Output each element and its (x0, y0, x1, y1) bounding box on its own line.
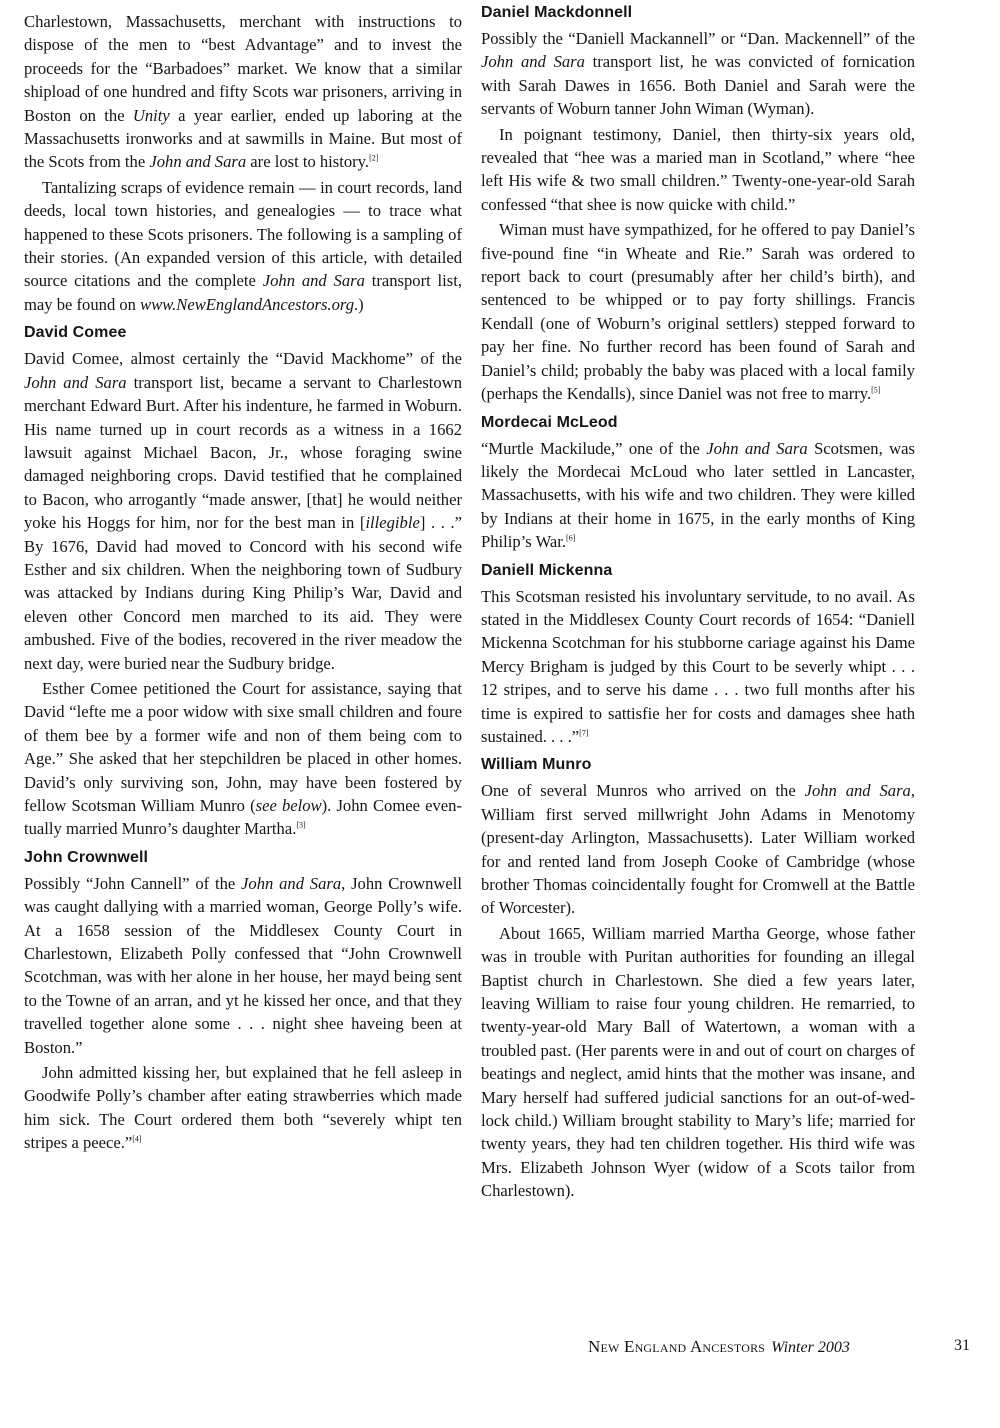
text-run: Charlestown, Massachusetts, merchant with instructions to dispose of the men to “best Advantage” and to invest the proceeds for the “Barbadoes” market. We know that a similar shipload of one hundred and fifty Scots war prisoners, arriving in Boston on the (24, 12, 462, 125)
ship-name: John and Sara (706, 438, 808, 458)
cross-reference: see below (255, 796, 322, 815)
page-footer (588, 1337, 978, 1357)
text-run: transport list, may be found on (24, 271, 462, 314)
ship-name: John and Sara (241, 873, 342, 893)
mcleod-paragraph-1 (481, 437, 915, 554)
ship-name: John and Sara (24, 372, 127, 392)
section-heading-william-munro: William Munro (481, 756, 592, 774)
text-run: Tantalizing scraps of evidence remain — in court records, land deeds, local town histories, and genealogies — to trace what happened to these Scots prisoners. The following is a sampling of their stories. (An expanded version of this article, with detailed source citations and the complete (24, 177, 462, 291)
endnote-marker: [2] (369, 153, 379, 163)
text-run: Possibly “John Cannell” of the (24, 873, 242, 893)
munro-paragraph-1 (481, 779, 915, 919)
mackdonnell-paragraph-1 (481, 27, 915, 121)
ship-name: John and Sara (149, 152, 247, 172)
text-run: One of several Munros who arrived on the (481, 781, 805, 801)
crownwell-paragraph-1 (24, 872, 462, 1059)
issue-date: Winter 2003 (771, 1339, 850, 1356)
intro-paragraph-1 (24, 10, 462, 174)
munro-paragraph-2: About 1665, William married Martha George, whose father was in trouble with Puritan authorities for founding an illegal Baptist church in Charlestown. She died a few years later, leaving William to raise four young children. He remarried, to twenty-year-old Mary Ball of Watertown, a woman with a troubled past. (Her parents were in and out of court on charges of beatings and neglect, amid hints that the mother was insane, and Mary herself had suffered judicial sanctions for an out-of-wedlock child.) William brought stability to Mary’s life; married for twenty years, they had ten children together. His third wife was Mrs. Elizabeth Johnson Wyer (widow of a Scots tailor from Charlestown). (481, 923, 915, 1201)
endnote-marker: [5] (871, 385, 881, 395)
ship-name: Unity (132, 105, 170, 125)
endnote-marker: [7] (579, 728, 589, 738)
section-heading-daniell-mickenna: Daniell Mickenna (481, 561, 613, 579)
text-run: are lost to history. (246, 152, 370, 172)
text-run: Possibly the “Daniell Mackannell” or “Dan. Mackennell” of the (481, 29, 915, 48)
section-heading-mordecai-mcleod: Mordecai McLeod (481, 413, 618, 431)
left-column (24, 10, 462, 1157)
text-run: , John Crownwell was caught dallying with a married woman, George Polly’s wife. At a 1658 session of the Middlesex County Court in Charlestown, Elizabeth Polly confessed that “John Crownwell Scotchman, was with her alone in her house, her mayd being sent to the Towne of an arran, and yt he kissed her once, and that they travelled together alone some . . . night shee haveing been at Boston.” (24, 873, 462, 1057)
text-run: John admitted kissing her, but explained that he fell asleep in Goodwife Polly’s chamber after eating strawberries which made him sick. The Court ordered them both “severely whipt ten stripes a peece.” (24, 1063, 462, 1153)
magazine-title: New England Ancestors (588, 1337, 766, 1356)
text-run: Scotsmen, was likely the Mordecai McLoud who later settled in Lancaster, Massachusetts, with his wife and two children. They were killed by Indians at their home in 1675, in the early months of King Philip’s War. (481, 438, 915, 552)
text-run: ). John Comee eventually married Munro’s daughter Martha. (24, 796, 462, 839)
text-run: transport list, became a servant to Charlestown merchant Edward Burt. After his indenture, he farmed in Woburn. His name turned up in court records as a witness in a 1662 lawsuit against Michael Bacon, Jr., whose foraging swine damaged neighboring crops. David testified that he complained to Bacon, who arrogantly “made answer, [that] he would neither yoke his Hoggs for him, nor for the best man in [ (24, 372, 462, 533)
endnote-marker: [4] (132, 1134, 142, 1144)
text-run: ] . . .” By 1676, David had moved to Concord with his second wife Esther and six children. When the neighboring town of Sudbury was attacked by Indians during King Philip’s War, David and eleven other Concord men marched to its aid. They were ambushed. Five of the bodies, recovered in the river meadow the next day, were buried near the Sudbury bridge. (24, 513, 462, 673)
crownwell-paragraph-2 (24, 1061, 462, 1155)
website-link[interactable]: www.NewEnglandAncestors.org (140, 294, 355, 314)
text-run: transport list, he was convicted of fornication with Sarah Dawes in 1656. Both Daniel and Sarah were the servants of Woburn tanner John Wiman (Wyman). (481, 52, 915, 119)
text-run: Esther Comee petitioned the Court for assistance, saying that David “lefte me a poor widow with sixe small children and foure of them bee by a former wife and non of them being com to Age.” She asked that her stepchildren be placed in other homes. David’s only surviving son, John, may have been fostered by fellow Scotsman William Munro ( (24, 678, 462, 815)
text-run: .) (354, 294, 364, 314)
text-run: David Comee, almost certainly the “David Mackhome” of the (24, 349, 462, 369)
page-number: 31 (954, 1337, 970, 1354)
text-run: a year earlier, ended up laboring at the Massachusetts ironworks and at sawmills in Maine. But most of the Scots from the (24, 105, 462, 172)
right-column (481, 4, 915, 1205)
mickenna-paragraph-1 (481, 585, 915, 749)
text-run: Wiman must have sympathized, for he offered to pay Daniel’s five-pound fine “in Wheate and Rie.” Sarah was ordered to report back to court (presumably after her child’s birth), and sentenced to be whipped or to pay forty shillings. Francis Kendall (one of Woburn’s original settlers) stepped forward to pay her fine. No further record has been found of Sarah and Daniel’s child; probably the baby was placed with a local family (perhaps the Kendalls), since Daniel was not free to marry. (481, 220, 915, 404)
endnote-marker: [3] (296, 820, 306, 830)
section-heading-daniel-mackdonnell: Daniel Mackdonnell (481, 4, 633, 21)
comee-paragraph-2 (24, 677, 462, 841)
section-heading-david-comee: David Comee (24, 324, 127, 342)
text-run: , William first served millwright John Adams in Menotomy (present-day Arlington, Massachusetts). Later William worked for and rented land from Joseph Cooke of Cambridge (whose brother Thomas coincidentally fought for Cromwell at the Battle of Worcester). (481, 781, 915, 918)
text-run: This Scotsman resisted his involuntary servitude, to no avail. As stated in the Middlesex County Court records of 1654: “Daniell Mickenna Scotchman for his stubborne cariage against his Dame Mercy Brigham is judged by this Court to be severly whipt . . . 12 stripes, and to serve his dame . . . two full months after his time is expired to sattisfie her for costs and damages shee hath sustained. . . .” (481, 586, 915, 746)
ship-name: John and Sara (262, 271, 365, 291)
mackdonnell-paragraph-2: In poignant testimony, Daniel, then thirty-six years old, revealed that “hee was a maried man in Scotland,” where “hee left His wife & two small children.” Twenty-one-year-old Sarah confessed “that shee is now quicke with child.” (481, 124, 915, 214)
section-heading-john-crownwell: John Crownwell (24, 848, 149, 866)
text-run: “Murtle Mackilude,” one of the (481, 438, 707, 458)
comee-paragraph-1 (24, 347, 462, 675)
ship-name: John and Sara (481, 52, 585, 72)
intro-paragraph-2 (24, 176, 462, 316)
ship-name: John and Sara (804, 781, 911, 801)
endnote-marker: [6] (566, 533, 576, 543)
editorial-note: illegible (365, 513, 420, 533)
mackdonnell-paragraph-3 (481, 218, 915, 405)
